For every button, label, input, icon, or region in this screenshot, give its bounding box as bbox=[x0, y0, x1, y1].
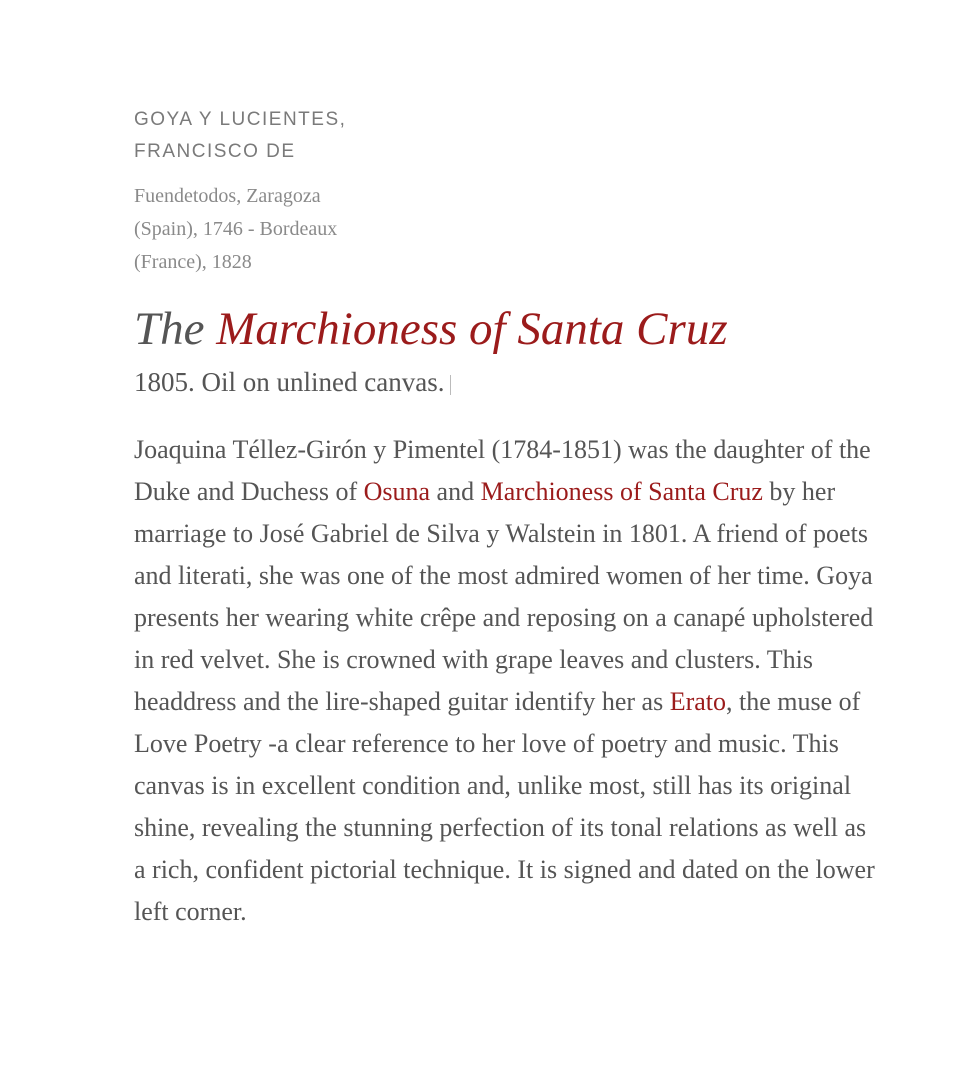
description-text-4: , the muse of Love Poetry -a clear reference to her love of poetry and music. This canvas is in excellent condition and, unlike most, still has its original shine, revealing the stunning perfection of its tonal relations as well as a rich, confident pictorial technique. It is signed and dated on the lower left corner. bbox=[134, 687, 875, 926]
artwork-title bbox=[134, 301, 894, 357]
artist-name-line1[interactable]: GOYA Y LUCIENTES, bbox=[134, 109, 347, 130]
artist-bio-line3: (France), 1828 bbox=[134, 251, 252, 273]
artwork-title-main: Marchioness of Santa Cruz bbox=[216, 303, 728, 355]
link-marchioness-of-santa-cruz[interactable]: Marchioness of Santa Cruz bbox=[480, 477, 763, 506]
artist-name[interactable] bbox=[134, 104, 394, 168]
artist-bio-line2: (Spain), 1746 - Bordeaux bbox=[134, 218, 338, 240]
text-cursor bbox=[450, 375, 451, 395]
artwork-description bbox=[134, 429, 879, 933]
description-text-3: by her marriage to José Gabriel de Silva y Walstein in 1801. A friend of poets and literati, she was one of the most admired women of her time. Goya presents her wearing white crêpe and reposing on a canapé upholstered in red velvet. She is crowned with grape leaves and clusters. This headdress and the lire-shaped guitar identify her as bbox=[134, 477, 874, 716]
artist-bio-line1: Fuendetodos, Zaragoza bbox=[134, 185, 321, 207]
artwork-meta bbox=[134, 363, 894, 401]
artwork-detail bbox=[134, 104, 894, 933]
link-osuna[interactable]: Osuna bbox=[363, 477, 431, 506]
link-erato[interactable]: Erato bbox=[669, 687, 727, 716]
artwork-meta-text: 1805. Oil on unlined canvas. bbox=[134, 367, 445, 397]
artwork-title-prefix: The bbox=[134, 303, 205, 355]
description-text-2: and bbox=[430, 477, 481, 506]
artist-name-line2[interactable]: FRANCISCO DE bbox=[134, 141, 296, 162]
description-text-1: Joaquina Téllez-Girón y Pimentel (1784-1851) was the daughter of the Duke and Duchess of bbox=[134, 435, 871, 506]
artist-bio bbox=[134, 180, 374, 279]
